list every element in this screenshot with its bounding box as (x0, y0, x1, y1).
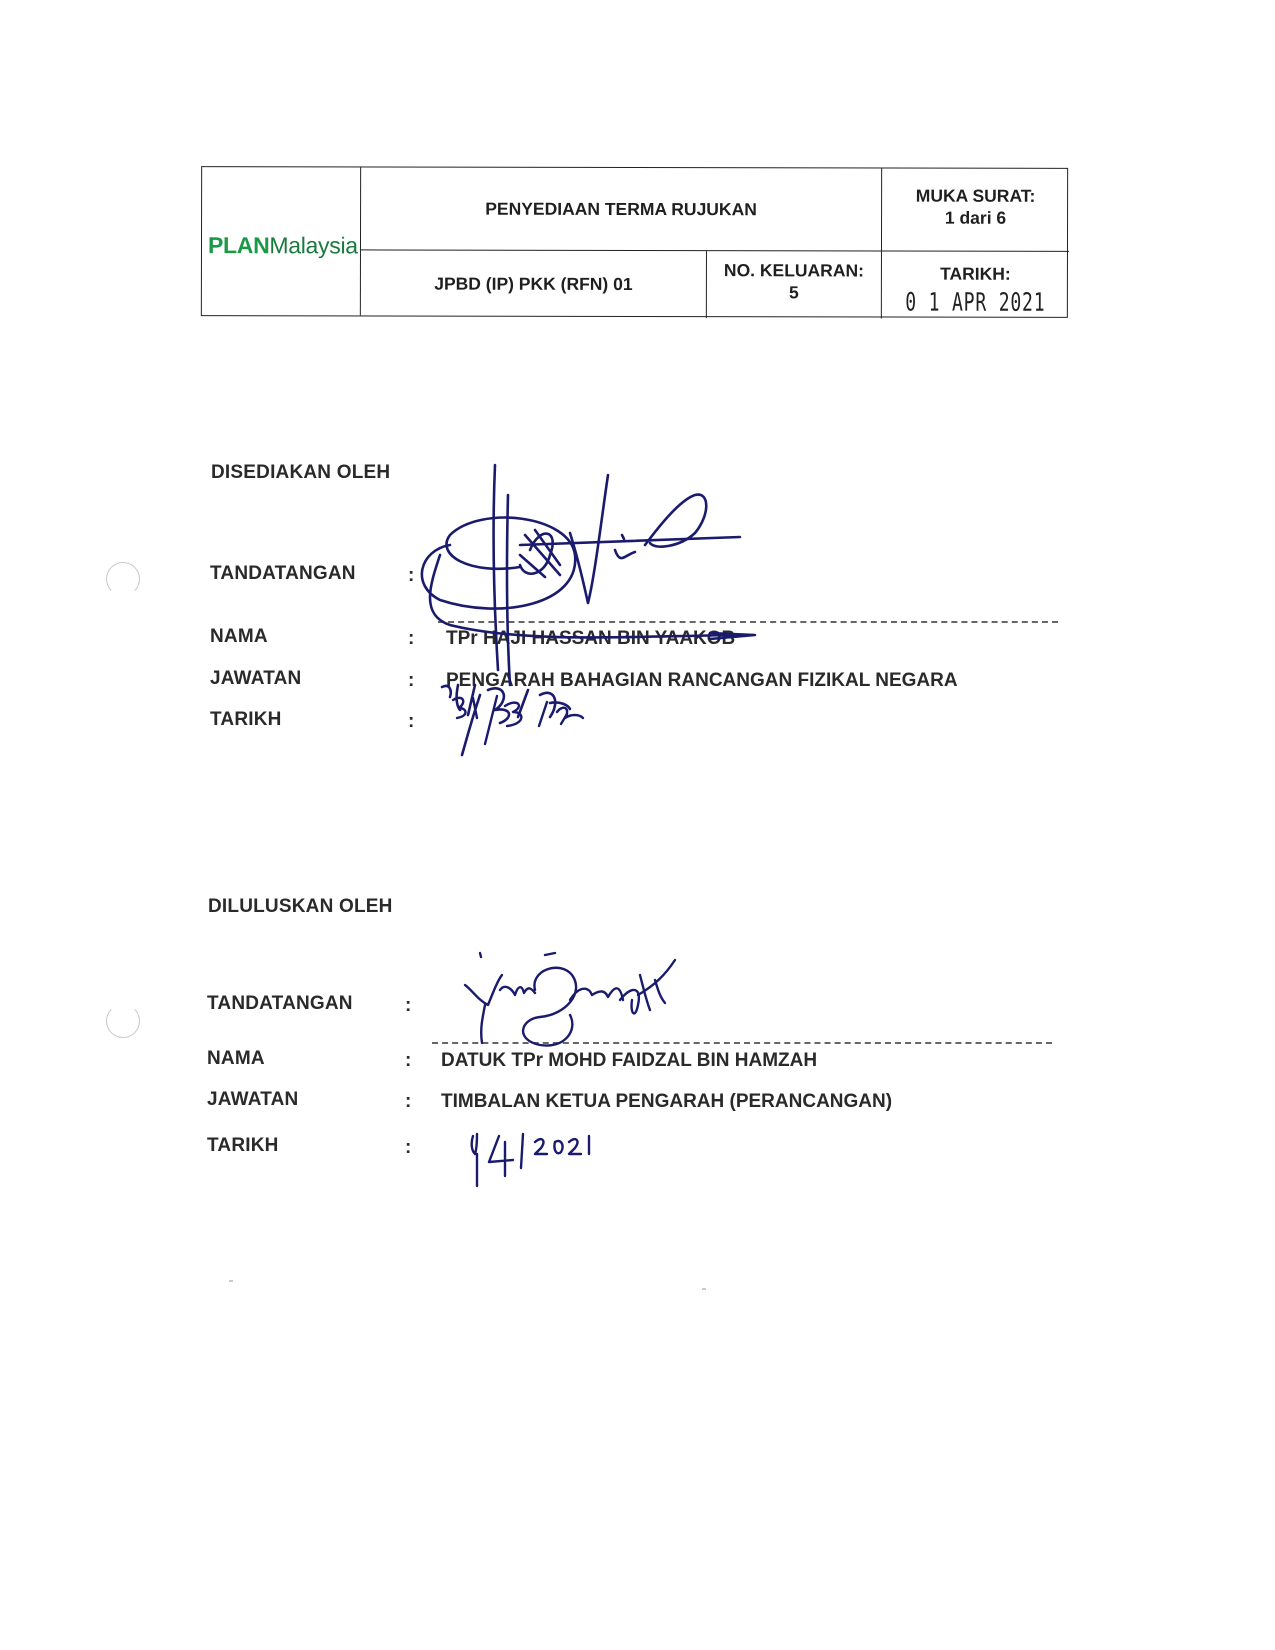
document-title: PENYEDIAAN TERMA RUJUKAN (361, 167, 882, 251)
issue-number-cell (707, 251, 882, 318)
approved-signature-image (460, 945, 680, 1045)
prepared-position-label: JAWATAN (210, 668, 302, 689)
approved-position-label: JAWATAN (207, 1089, 299, 1110)
no-keluaran-value: 5 (789, 281, 799, 302)
separator: : (408, 628, 415, 649)
separator: : (405, 1137, 412, 1158)
separator: : (405, 1050, 412, 1071)
muka-surat-value: 1 dari 6 (944, 207, 1007, 228)
approved-name: DATUK TPr MOHD FAIDZAL BIN HAMZAH (441, 1050, 818, 1071)
approved-position: TIMBALAN KETUA PENGARAH (PERANCANGAN) (441, 1091, 893, 1112)
scan-speck (229, 1280, 233, 1282)
scan-speck (702, 1288, 706, 1290)
separator: : (405, 1091, 412, 1112)
prepared-date-label: TARIKH (210, 709, 282, 730)
document-code: JPBD (IP) PKK (RFN) 01 (361, 250, 707, 318)
prepared-position: PENGARAH BAHAGIAN RANCANGAN FIZIKAL NEGARA (446, 670, 958, 691)
logo-cell (202, 167, 361, 315)
prepared-name: TPr HAJI HASSAN BIN YAAKOB (446, 628, 736, 649)
tarikh-label: TARIKH: (940, 263, 1011, 284)
page-number-cell (882, 169, 1069, 252)
approved-date-label: TARIKH (207, 1135, 279, 1156)
approved-name-label: NAMA (207, 1048, 265, 1069)
date-stamp: 0 1 APR 2021 (905, 288, 1046, 318)
separator: : (408, 565, 415, 586)
approved-handwritten-date (465, 1130, 605, 1190)
punch-hole-mark (106, 562, 140, 596)
prepared-handwritten-date (445, 692, 605, 748)
separator: : (408, 670, 415, 691)
approved-by-heading: DILULUSKAN OLEH (208, 896, 393, 917)
document-header-table (201, 166, 1068, 318)
separator: : (405, 995, 412, 1016)
prepared-name-label: NAMA (210, 626, 268, 647)
muka-surat-label: MUKA SURAT: (915, 185, 1036, 206)
prepared-by-heading: DISEDIAKAN OLEH (211, 462, 391, 483)
planmalaysia-logo: PLANMalaysia (207, 231, 358, 258)
date-cell (882, 252, 1069, 319)
prepared-signature-label: TANDATANGAN (210, 563, 356, 584)
punch-hole-mark (106, 1004, 140, 1038)
separator: : (408, 711, 415, 732)
no-keluaran-label: NO. KELUARAN: (723, 259, 864, 280)
approved-signature-label: TANDATANGAN (207, 993, 353, 1014)
